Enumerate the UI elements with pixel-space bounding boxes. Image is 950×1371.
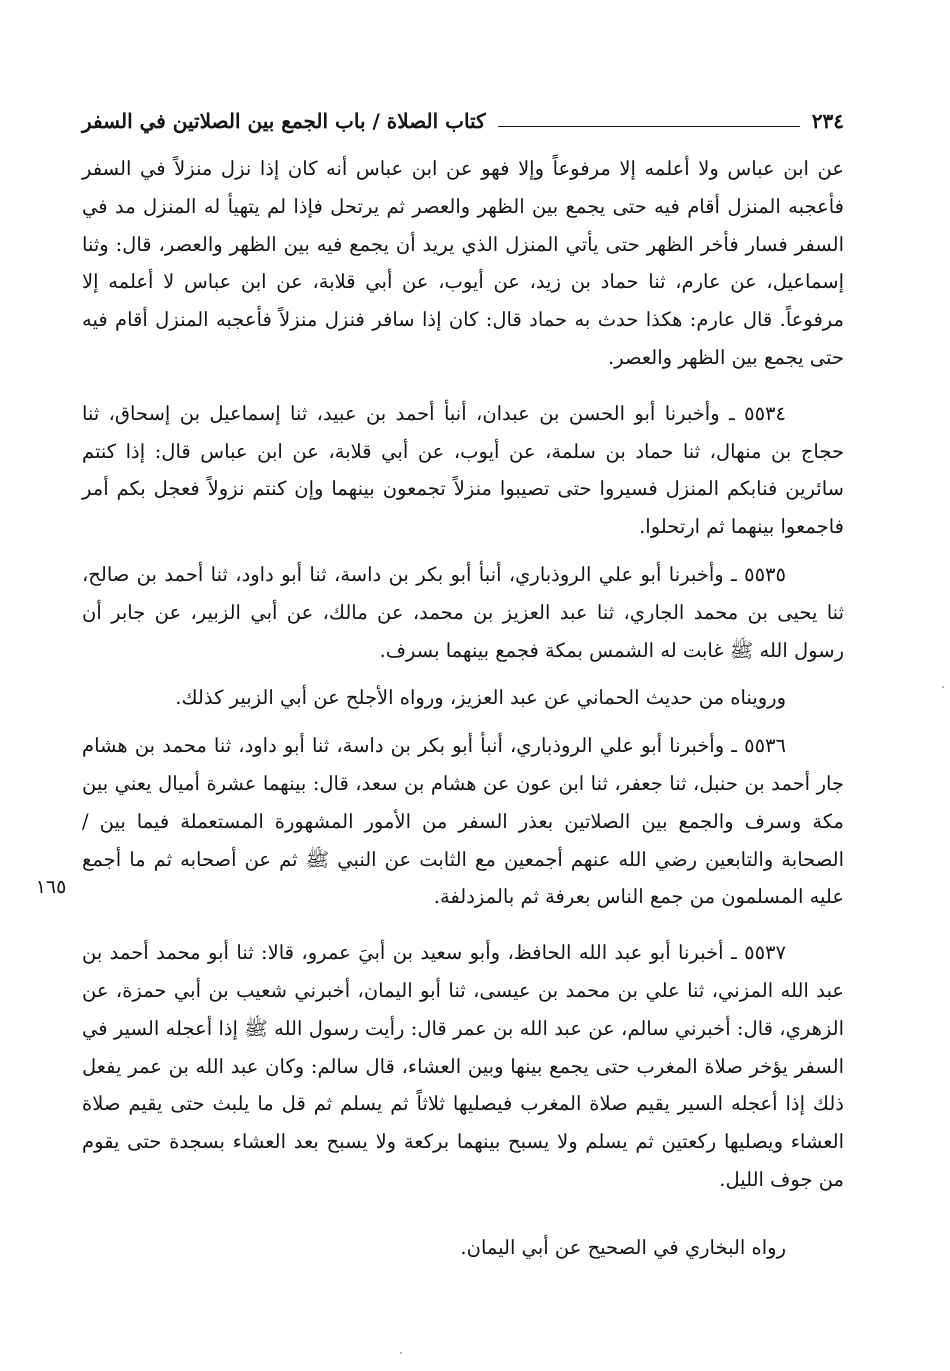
closing-note: رواه البخاري في الصحيح عن أبي اليمان. <box>460 1235 786 1259</box>
running-header <box>82 100 844 136</box>
narration-note: ورويناه من حديث الحماني عن عبد العزيز، ورواه الأجلح عن أبي الزبير كذلك. <box>175 686 786 710</box>
scan-speck <box>400 1352 402 1354</box>
hadith-5535: ٥٥٣٥ ـ وأخبرنا أبو علي الروذباري، أنبأ أبو بكر بن داسة، ثنا أبو داود، ثنا أحمد بن صالح، ثنا يحيى بن محمد الجاري، ثنا عبد العزيز بن محمد، عن مالك، عن أبي الزبير، عن جابر أن رسول الله ﷺ غابت له الشمس بمكة فجمع بينهما بسرف. <box>82 562 844 662</box>
hadith-5536: ٥٥٣٦ ـ وأخبرنا أبو علي الروذباري، أنبأ أبو بكر بن داسة، ثنا أبو داود، ثنا محمد بن هشام جار أحمد بن حنبل، ثنا جعفر، ثنا ابن عون عن هشام بن سعد، قال: بينهما عشرة أميال يعني بين مكة وسرف والجمع بين الصلاتين بعذر السفر من الأمور المشهورة المستعملة فيما بين / الصحابة والتابعين رضي الله عنهم أجمعين مع الثابت عن النبي ﷺ ثم عن أصحابه ثم ما أجمع عليه المسلمون من جمع الناس بعرفة ثم بالمزدلفة. <box>82 734 844 909</box>
margin-page-number: ١٦٥ <box>35 876 67 898</box>
paragraph-continuation: عن ابن عباس ولا أعلمه إلا مرفوعاً وإلا فهو عن ابن عباس أنه كان إذا نزل منزلاً في السفر فأعجبه المنزل أقام فيه حتى يجمع بين الظهر والعصر ثم يرتحل فإذا لم يتهيأ له المنزل مد في السفر فسار فأخر الظهر حتى يأتي المنزل الذي يريد أن يجمع فيه بين الظهر والعصر، قال: وثنا إسماعيل، عن عارم، ثنا حماد بن زيد، عن أيوب، عن أبي قلابة، عن ابن عباس لا أعلمه إلا مرفوعاً. قال عارم: هكذا حدث به حماد قال: كان إذا سافر فنزل منزلاً فأعجبه المنزل أقام فيه حتى يجمع بين الظهر والعصر. <box>82 157 844 369</box>
header-rule <box>498 126 800 127</box>
hadith-5537: ٥٥٣٧ ـ أخبرنا أبو عبد الله الحافظ، وأبو سعيد بن أبيَ عمرو، قالا: ثنا أبو محمد أحمد بن عبد الله المزني، ثنا علي بن محمد بن عيسى، ثنا أبو اليمان، أخبرني شعيب بن أبي حمزة، عن الزهري، قال: أخبرني سالم، عن عبد الله بن عمر قال: رأيت رسول الله ﷺ إذا أعجله السير في السفر يؤخر صلاة المغرب حتى يجمع بينها وبين العشاء، قال سالم: وكان عبد الله بن عمر يفعل ذلك إذا أعجله السير يقيم صلاة المغرب فيصليها ثلاثاً ثم يسلم ثم قل ما يلبث حتى يقيم صلاة العشاء ويصليها ركعتين ثم يسلم ولا يسبح بينهما بركعة ولا يسبح بعد العشاء بسجدة حتى يقوم من جوف الليل. <box>82 941 844 1191</box>
scan-speck <box>942 686 944 688</box>
page-number: ٢٣٤ <box>811 109 844 133</box>
chapter-title: كتاب الصلاة / باب الجمع بين الصلاتين في السفر <box>82 109 486 133</box>
hadith-5534: ٥٥٣٤ ـ وأخبرنا أبو الحسن بن عبدان، أنبأ أحمد بن عبيد، ثنا إسماعيل بن إسحاق، ثنا حجاج بن منهال، ثنا حماد بن سلمة، عن أيوب، عن أبي قلابة، عن ابن عباس قال: إذا كنتم سائرين فنابكم المنزل فسيروا حتى تصيبوا منزلاً تجمعون بينهما وإن كنتم نزولاً فعجل بكم أمر فاجمعوا بينهما ثم ارتحلوا. <box>82 401 844 539</box>
body-text <box>82 150 844 1277</box>
